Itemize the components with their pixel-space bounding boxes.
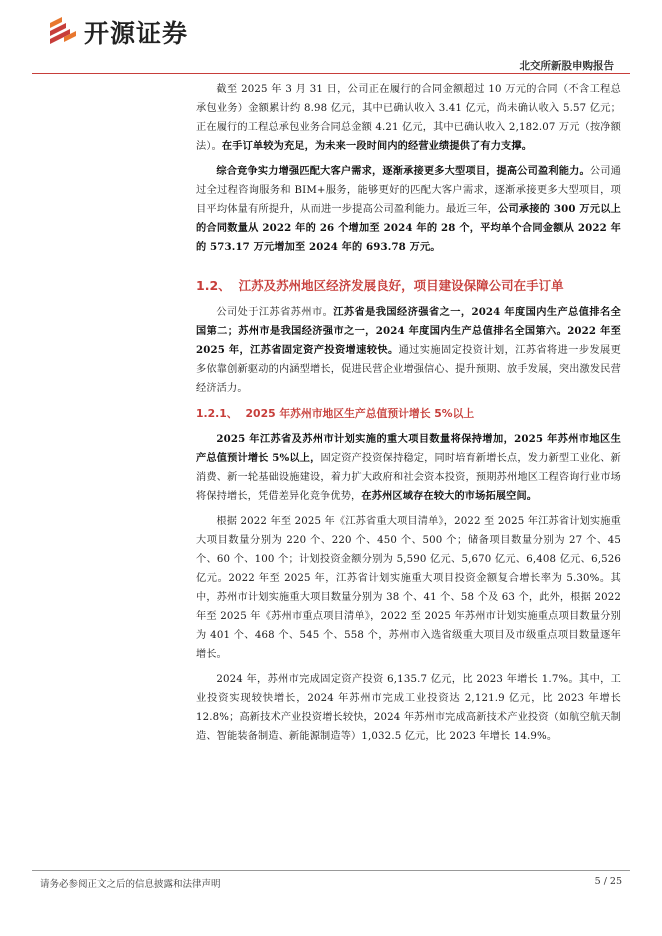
paragraph-suzhou-gdp: 2025 年江苏省及苏州市计划实施的重大项目数量将保持增加，2025 年苏州市地区生产总值预计增长 5%以上，固定资产投资保持稳定，同时培育新增长点，发力新型工业化、新消费、新一轮基础设施建设，着力扩大政府和社会资本投资，预期苏州地区工程咨询行业市场将保持增长，凭借差异化竞争优势，在苏州区域存在较大的市场拓展空间。 [196,433,621,502]
page-number: 5 / 25 [594,876,622,887]
page-header [0,0,662,76]
header-divider [32,73,630,74]
bold-market-space: 在苏州区域存在较大的市场拓展空间。 [361,490,538,502]
paragraph-competitiveness: 综合竞争实力增强匹配大客户需求，逐渐承接更多大型项目，提高公司盈利能力。公司通过全过程咨询服务和 BIM+服务，能够更好的匹配大客户需求，逐渐承接更多大型项目，项目平均体量有所提升，从而进一步提高公司盈利能力。最近三年，公司承接的 300 万元以上的合同数量从 2022 年的 26 个增加至 2024 年的 28 个，平均单个合同金额从 2022 年的 573.17 万元增加至 2024 年的 693.78 万元。 [196,165,621,253]
paragraph-order-backlog: 截至 2025 年 3 月 31 日，公司正在履行的合同金额超过 10 万元的合同（不含工程总承包业务）金额累计约 8.98 亿元，其中已确认收入 3.41 亿元，尚未确认收入 5.57 亿元；正在履行的工程总承包业务合同总金额 4.21 亿元，其中已确认收入 2,182.07 万元（按净额法）。在手订单较为充足，为未来一段时间内的经营业绩提供了有力支撑。 [196,84,621,152]
section-heading-1-2-1: 1.2.1、 2025 年苏州市地区生产总值预计增长 5%以上 [196,407,475,420]
kaiyuan-logo-icon [48,15,78,49]
bold-competitiveness: 综合竞争实力增强匹配大客户需求，逐渐承接更多大型项目，提高公司盈利能力。 [216,165,590,177]
footer-disclaimer: 请务必参阅正文之后的信息披露和法律声明 [40,879,221,890]
paragraph-fixed-investment: 2024 年，苏州市完成固定资产投资 6,135.7 亿元，比 2023 年增长 1.7%。其中，工业投资实现较快增长，2024 年苏州市完成工业投资达 2,121.9 亿元，比 2023 年增长 12.8%；高新技术产业投资增长较快，2024 年苏州市完成高新技术产业投资（如航空航天制造、智能装备制造、新能源制造等）1,032.5 亿元，比 2023 年增长 14.9%。 [196,674,621,742]
logo-text: 开源证券 [84,19,189,48]
bold-order-backlog: 在手订单较为充足，为未来一段时间内的经营业绩提供了有力支撑。 [221,140,533,152]
paragraph-jiangsu-economy: 公司处于江苏省苏州市。江苏省是我国经济强省之一，2024 年度国内生产总值排名全国第二；苏州市是我国经济强市之一，2024 年度国内生产总值排名全国第六。2022 年至 2025 年，江苏省固定资产投资增速较快。通过实施固定投资计划，江苏省将进一步发展更多依靠创新驱动的内涵型增长，促进民营企业增强信心、提升预期、放手发展，突出激发民营经济活力。 [196,306,621,394]
paragraph-major-projects: 根据 2022 年至 2025 年《江苏省重大项目清单》，2022 至 2025 年江苏省计划实施重大项目数量分别为 220 个、220 个、450 个、500 个；储备项目数量分别为 27 个、45 个、60 个、100 个；计划投资金额分别为 5,590 亿元、5,670 亿元、6,408 亿元、6,526 亿元。2022 年至 2025 年，江苏省计划实施重大项目投资金额复合增长率为 5.30%。其中，苏州市计划实施重大项目数量分别为 38 个、41 个、58 个及 63 个，此外，根据 2022 年至 2025 年《苏州市重点项目清单》，2022 至 2025 年苏州市计划实施重点项目数量分别为 401 个、468 个、545 个、558 个，苏州市入选省级重大项目及市级重点项目数量逐年增长。 [196,516,621,660]
section-heading-1-2: 1.2、 江苏及苏州地区经济发展良好，项目建设保障公司在手订单 [196,278,564,293]
footer-divider [32,870,630,871]
bold-jiangsu-economy: 江苏省是我国经济强省之一，2024 年度国内生产总值排名全国第二；苏州市是我国经济强市之一，2024 年度国内生产总值排名全国第六。2022 年至 2025 年，江苏省固定资产投资增速较快。 [196,306,621,356]
bold-suzhou-gdp: 2025 年江苏省及苏州市计划实施的重大项目数量将保持增加，2025 年苏州市地区生产总值预计增长 5%以上， [196,433,621,464]
company-logo [48,14,188,50]
main-content [196,80,621,746]
bold-contract-stats: 公司承接的 300 万元以上的合同数量从 2022 年的 26 个增加至 2024 年的 28 个，平均单个合同金额从 2022 年的 573.17 万元增加至 2024 年的 693.78 万元。 [196,203,621,253]
report-type-label: 北交所新股申购报告 [519,60,614,72]
